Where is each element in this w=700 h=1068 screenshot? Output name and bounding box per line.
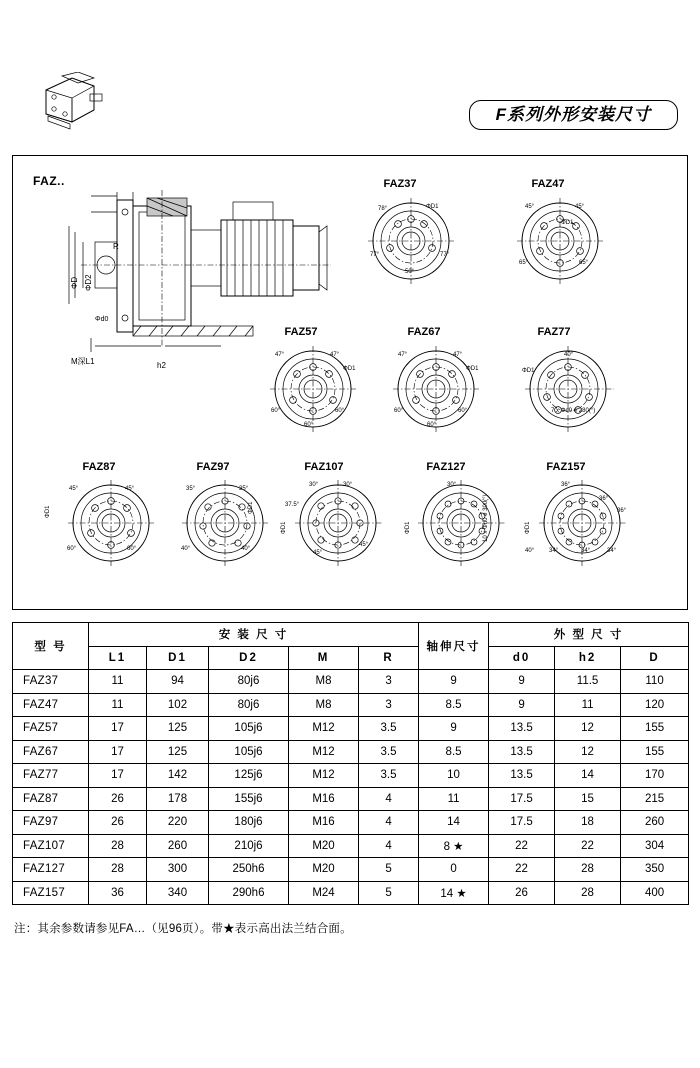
cell-h2: 22 (555, 834, 621, 858)
dimension-label-D: ΦD (70, 276, 79, 289)
specification-table (12, 622, 689, 905)
table-group-header-row (13, 623, 689, 647)
angle-label: 60° (335, 408, 345, 414)
angle-label: 60° (304, 422, 314, 428)
cell-L1: 11 (89, 670, 147, 694)
cell-D2: 105j6 (209, 717, 289, 741)
main-assembly-drawing (61, 186, 341, 366)
page-header (0, 0, 700, 150)
cell-D2: 155j6 (209, 787, 289, 811)
cell-L1: 17 (89, 740, 147, 764)
drawing-panel (12, 155, 688, 610)
cell-d0: 13.5 (489, 740, 555, 764)
cell-D: 155 (621, 740, 689, 764)
cell-D: 170 (621, 764, 689, 788)
cell-h2: 28 (555, 881, 621, 905)
cell-D2: 125j6 (209, 764, 289, 788)
cell-d0: 22 (489, 858, 555, 882)
cell-R: 3.5 (359, 717, 419, 741)
cell-M: M20 (289, 858, 359, 882)
dimension-label-h2: h2 (157, 361, 166, 370)
bolt-pattern-note: 7 x Φd0 e 280(°) (551, 408, 596, 414)
cell-M: M12 (289, 717, 359, 741)
angle-label: 35° (239, 486, 249, 492)
cell-L1: 28 (89, 858, 147, 882)
table-row (13, 811, 689, 835)
page-title: F系列外形安装尺寸 (469, 100, 678, 130)
bolt-circle-label: ΦD1 (561, 220, 574, 226)
table-row (13, 670, 689, 694)
figure-label-main: FAZ.. (33, 174, 65, 188)
flange-diagram-faz157 (528, 476, 638, 571)
figure-label-faz107: FAZ107 (304, 461, 344, 473)
cell-R: 4 (359, 787, 419, 811)
table-row (13, 693, 689, 717)
cell-D2: 250h6 (209, 858, 289, 882)
cell-h2: 15 (555, 787, 621, 811)
bolt-circle-label: ΦD1 (281, 521, 287, 534)
cell-model: FAZ57 (13, 717, 89, 741)
header-shaft-dims: 轴伸尺寸 (419, 623, 489, 670)
cell-l: 0 (419, 858, 489, 882)
cell-h2: 11.5 (555, 670, 621, 694)
dimension-label-R: R (113, 242, 119, 251)
figure-label-faz47: FAZ47 (531, 178, 565, 190)
cell-M: M12 (289, 764, 359, 788)
cell-h2: 11 (555, 693, 621, 717)
bolt-circle-label: ΦD1 (525, 521, 531, 534)
angle-label: 60° (458, 408, 468, 414)
dimension-label-D2: ΦD2 (84, 274, 93, 291)
cell-l: 8.5 (419, 740, 489, 764)
header-overall-dims: 外 型 尺 寸 (489, 623, 689, 647)
table-row (13, 834, 689, 858)
angle-label: 47° (330, 352, 340, 358)
dimension-label-M: M深L1 (71, 357, 95, 366)
cell-model: FAZ97 (13, 811, 89, 835)
figure-label-faz57: FAZ57 (284, 326, 318, 338)
gear-motor-icon (32, 72, 104, 134)
cell-l: 14 (419, 811, 489, 835)
cell-model: FAZ37 (13, 670, 89, 694)
header-M: M (289, 646, 359, 670)
header-h2: h2 (555, 646, 621, 670)
angle-label: 60° (67, 546, 77, 552)
cell-D1: 125 (147, 717, 209, 741)
angle-label: 78° (378, 206, 388, 212)
cell-D: 260 (621, 811, 689, 835)
table-row (13, 740, 689, 764)
cell-D1: 340 (147, 881, 209, 905)
cell-D2: 290h6 (209, 881, 289, 905)
cell-D1: 260 (147, 834, 209, 858)
bolt-pattern-note: 10 x Φd0 e 300(°) (483, 494, 489, 542)
cell-L1: 17 (89, 717, 147, 741)
angle-label: 40° (564, 352, 574, 358)
angle-label: 40° (241, 546, 251, 552)
cell-L1: 26 (89, 811, 147, 835)
cell-d0: 26 (489, 881, 555, 905)
cell-D: 120 (621, 693, 689, 717)
cell-M: M16 (289, 811, 359, 835)
cell-model: FAZ87 (13, 787, 89, 811)
cell-h2: 12 (555, 740, 621, 764)
cell-M: M16 (289, 787, 359, 811)
angle-label: 47° (275, 352, 285, 358)
cell-l: 9 (419, 670, 489, 694)
angle-label: 30° (343, 482, 353, 488)
table-row (13, 787, 689, 811)
figure-label-faz157: FAZ157 (546, 461, 586, 473)
bolt-circle-label: ΦD1 (522, 368, 535, 374)
bolt-circle-label: ΦD1 (248, 501, 254, 514)
angle-label: 34° (549, 548, 559, 554)
cell-d0: 17.5 (489, 811, 555, 835)
cell-h2: 14 (555, 764, 621, 788)
cell-R: 3 (359, 670, 419, 694)
header-D: D (621, 646, 689, 670)
cell-M: M8 (289, 693, 359, 717)
cell-D: 155 (621, 717, 689, 741)
figure-label-faz87: FAZ87 (82, 461, 116, 473)
angle-label: 45° (125, 486, 135, 492)
header-D1: D1 (147, 646, 209, 670)
angle-label: 45° (525, 204, 535, 210)
cell-d0: 9 (489, 693, 555, 717)
cell-D: 400 (621, 881, 689, 905)
cell-D2: 210j6 (209, 834, 289, 858)
cell-D: 304 (621, 834, 689, 858)
cell-L1: 17 (89, 764, 147, 788)
table-row (13, 717, 689, 741)
table-row (13, 858, 689, 882)
cell-D2: 180j6 (209, 811, 289, 835)
cell-D1: 300 (147, 858, 209, 882)
table-row (13, 881, 689, 905)
cell-l: 8 ★ (419, 834, 489, 858)
cell-l: 10 (419, 764, 489, 788)
cell-d0: 9 (489, 670, 555, 694)
header-L1: L1 (89, 646, 147, 670)
flange-diagram-faz107 (286, 476, 391, 571)
cell-M: M20 (289, 834, 359, 858)
figure-label-faz77: FAZ77 (537, 326, 571, 338)
cell-d0: 22 (489, 834, 555, 858)
cell-R: 5 (359, 858, 419, 882)
dimension-label-d0: Φd0 (95, 316, 109, 323)
cell-d0: 13.5 (489, 717, 555, 741)
cell-L1: 11 (89, 693, 147, 717)
cell-model: FAZ47 (13, 693, 89, 717)
angle-label: 45° (313, 550, 323, 556)
cell-model: FAZ157 (13, 881, 89, 905)
angle-label: 40° (525, 548, 535, 554)
cell-M: M24 (289, 881, 359, 905)
cell-D2: 80j6 (209, 693, 289, 717)
table-row (13, 764, 689, 788)
cell-D1: 142 (147, 764, 209, 788)
angle-label: 77° (370, 252, 380, 258)
bolt-circle-label: ΦD1 (426, 204, 439, 210)
angle-label: 34° (607, 548, 617, 554)
angle-label: 45° (69, 486, 79, 492)
figure-label-faz97: FAZ97 (196, 461, 230, 473)
angle-label: 65° (579, 260, 589, 266)
angle-label: 34° (581, 548, 591, 554)
bolt-circle-label: ΦD1 (405, 521, 411, 534)
angle-label: 45° (575, 204, 585, 210)
header-R: R (359, 646, 419, 670)
cell-R: 3.5 (359, 740, 419, 764)
bolt-circle-label: ΦD1 (343, 366, 356, 372)
angle-label: 30° (447, 482, 457, 488)
angle-label: 35° (186, 486, 196, 492)
cell-D: 215 (621, 787, 689, 811)
cell-l: 8.5 (419, 693, 489, 717)
cell-D1: 102 (147, 693, 209, 717)
cell-D1: 220 (147, 811, 209, 835)
figure-label-faz127: FAZ127 (426, 461, 466, 473)
cell-R: 4 (359, 811, 419, 835)
cell-l: 14 ★ (419, 881, 489, 905)
cell-D: 350 (621, 858, 689, 882)
header-model: 型 号 (13, 623, 89, 670)
angle-label: 30° (309, 482, 319, 488)
angle-label: 36° (561, 482, 571, 488)
bolt-circle-label: ΦD1 (45, 505, 51, 518)
cell-M: M8 (289, 670, 359, 694)
cell-R: 3 (359, 693, 419, 717)
angle-label: 60° (271, 408, 281, 414)
cell-h2: 12 (555, 717, 621, 741)
cell-L1: 26 (89, 787, 147, 811)
angle-label: 60° (127, 546, 137, 552)
cell-model: FAZ77 (13, 764, 89, 788)
cell-d0: 17.5 (489, 787, 555, 811)
table-column-header-row (13, 646, 689, 670)
angle-label: 60° (427, 422, 437, 428)
bolt-circle-label: ΦD1 (466, 366, 479, 372)
flange-diagram-faz127 (409, 476, 514, 571)
header-mounting-dims: 安 装 尺 寸 (89, 623, 419, 647)
figure-label-faz37: FAZ37 (383, 178, 417, 190)
cell-model: FAZ127 (13, 858, 89, 882)
cell-D1: 94 (147, 670, 209, 694)
header-D2: D2 (209, 646, 289, 670)
cell-D1: 125 (147, 740, 209, 764)
cell-l: 11 (419, 787, 489, 811)
cell-R: 4 (359, 834, 419, 858)
angle-label: 37.5° (285, 502, 300, 508)
cell-model: FAZ67 (13, 740, 89, 764)
cell-L1: 28 (89, 834, 147, 858)
cell-d0: 13.5 (489, 764, 555, 788)
cell-M: M12 (289, 740, 359, 764)
angle-label: 47° (453, 352, 463, 358)
cell-model: FAZ107 (13, 834, 89, 858)
cell-R: 3.5 (359, 764, 419, 788)
angle-label: 40° (181, 546, 191, 552)
figure-label-faz67: FAZ67 (407, 326, 441, 338)
angle-label: 77° (440, 252, 450, 258)
cell-l: 9 (419, 717, 489, 741)
cell-D2: 80j6 (209, 670, 289, 694)
angle-label: 36° (599, 496, 609, 502)
angle-label: 47° (398, 352, 408, 358)
cell-h2: 18 (555, 811, 621, 835)
header-d0: d0 (489, 646, 555, 670)
angle-label: 45° (359, 542, 369, 548)
angle-label: 50° (405, 269, 415, 275)
footnote: 注：其余参数请参见FA…（见96页）。带★表示高出法兰结合面。 (14, 923, 352, 935)
cell-D: 110 (621, 670, 689, 694)
cell-L1: 36 (89, 881, 147, 905)
cell-D2: 105j6 (209, 740, 289, 764)
angle-label: 65° (519, 260, 529, 266)
angle-label: 36° (617, 508, 627, 514)
angle-label: 60° (394, 408, 404, 414)
cell-R: 5 (359, 881, 419, 905)
cell-D1: 178 (147, 787, 209, 811)
dimension-label-l: l (116, 222, 118, 231)
cell-h2: 28 (555, 858, 621, 882)
